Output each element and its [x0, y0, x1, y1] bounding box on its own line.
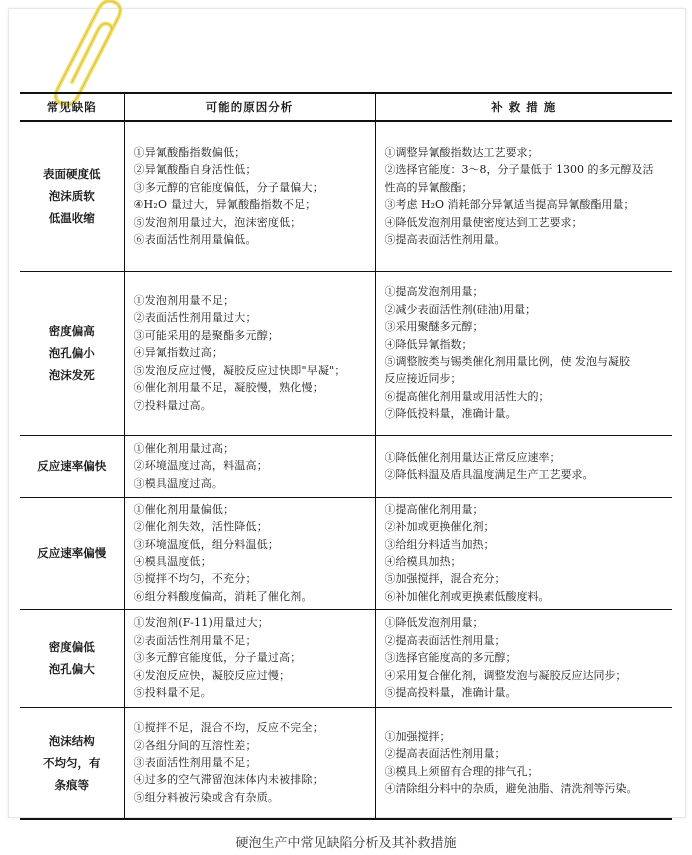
- defect-cell: [20, 435, 124, 497]
- figure-caption: 硬泡生产中常见缺陷分析及其补救措施: [235, 836, 457, 851]
- defect-label-line: 密度偏高: [48, 324, 95, 338]
- cause-cell: [124, 497, 375, 609]
- remedy-cell: [375, 435, 672, 497]
- remedy-item: 性高的异氰酸酯；: [384, 180, 473, 194]
- remedy-item: ①提高发泡剂用量；: [384, 285, 484, 299]
- cause-cell-list: [126, 612, 374, 703]
- remedy-cell: [375, 121, 672, 271]
- header-cause: 可能的原因分析: [124, 93, 375, 121]
- remedy-cell-list: [377, 142, 672, 250]
- remedy-cell: [375, 609, 672, 707]
- cause-cell: [124, 707, 375, 819]
- remedy-item: ③给组分料适当加热；: [384, 537, 495, 551]
- table-row: [20, 609, 672, 707]
- table-header-row: [20, 93, 672, 121]
- defect-cell: [20, 121, 124, 271]
- remedy-cell-list: [377, 499, 672, 607]
- remedy-item: ③选择官能度高的多元醇；: [384, 651, 517, 665]
- remedy-item: ⑦降低投料量，准确计量。: [384, 407, 517, 421]
- remedy-item: ②降低料温及盾具温度满足生产工艺要求。: [384, 468, 594, 481]
- cause-item: ①发泡剂(F-11)用量过大；: [133, 616, 269, 630]
- cause-item: ④H₂O 量过大，异氰酸酯指数不足；: [133, 198, 317, 212]
- cause-item: ④过多的空气滞留泡沫体内未被排除；: [133, 773, 324, 787]
- cause-cell-list: [126, 290, 374, 416]
- cause-cell-list: [126, 142, 374, 250]
- defect-table: [20, 92, 672, 820]
- remedy-item: ③考虑 H₂O 消耗部分异氰适当提高异氰酸酯用量；: [384, 198, 635, 212]
- defect-label-line: 反应速率偏慢: [37, 546, 107, 560]
- cause-cell-list: [126, 438, 374, 494]
- defect-label-line: 不均匀，有: [43, 755, 101, 770]
- remedy-item: ④降低异氰指数；: [384, 337, 473, 351]
- defect-cell: [20, 271, 124, 435]
- remedy-item: ④清除组分料中的杂质，避免油脂、清洗剂等污染。: [384, 782, 638, 796]
- table-row: [20, 707, 672, 819]
- defect-label-line: 表面硬度低: [43, 167, 101, 182]
- remedy-cell: [375, 497, 672, 609]
- cause-item: ①催化剂用量偏低；: [133, 502, 235, 516]
- cause-item: ③多元醇的官能度偏低，分子量偏大；: [133, 180, 324, 194]
- cause-item: ②表面活性剂用量过大；: [133, 311, 257, 325]
- remedy-item: ②提高表面活性剂用量；: [384, 747, 506, 761]
- cause-item: ①异氰酸酯指数偏低；: [133, 146, 246, 160]
- cause-item: ⑥组分料酸度偏高，消耗了催化剂。: [133, 589, 313, 603]
- cause-cell-list: [126, 499, 374, 607]
- remedy-cell-list: [377, 612, 672, 703]
- remedy-item: ①降低催化剂用量达正常反应速率；: [384, 450, 561, 464]
- defect-label-line: 泡沫质软: [48, 189, 95, 204]
- table-row: [20, 121, 672, 271]
- defect-label-line: 低温收缩: [48, 211, 95, 226]
- remedy-item: ⑤提高投料量，准确计量。: [384, 686, 517, 700]
- defect-label-line: 泡沫结构: [48, 733, 95, 748]
- remedy-item: ②提高表面活性剂用量；: [384, 633, 506, 647]
- remedy-item: ①加强搅拌；: [384, 729, 451, 743]
- cause-item: ②表面活性剂用量不足；: [133, 633, 257, 647]
- cause-item: ②催化剂失效，活性降低；: [133, 520, 268, 534]
- table-body: [20, 121, 672, 819]
- defect-label-line: 条痕等: [54, 777, 89, 792]
- cause-item: ④发泡反应快，凝胶反应过慢；: [133, 668, 291, 682]
- remedy-cell: [375, 707, 672, 819]
- remedy-cell-list: [377, 447, 672, 486]
- cause-item: ③可能采用的是聚酯多元醇；: [133, 328, 280, 342]
- table-row: [20, 497, 672, 609]
- remedy-item: ④采用复合催化剂，调整发泡与凝胶反应达同步；: [384, 668, 627, 682]
- cause-item: ⑦投料量过高。: [133, 398, 212, 412]
- remedy-item: ⑤提高表面活性剂用量。: [384, 233, 506, 247]
- cause-item: ①搅拌不足，混合不均，反应不完全；: [133, 721, 324, 735]
- cause-item: ③模具温度过高。: [133, 476, 224, 490]
- remedy-cell: [375, 271, 672, 435]
- remedy-item: ①提高催化剂用量；: [384, 502, 484, 516]
- remedy-item: ⑥提高催化剂用量或用活性大的；: [384, 389, 550, 403]
- defect-label-line: 泡孔偏大: [48, 662, 95, 676]
- cause-item: ③表面活性剂用量不足；: [133, 756, 257, 770]
- remedy-item: ⑤加强搅拌，混合充分；: [384, 572, 506, 586]
- remedy-item: ⑥补加催化剂或更换素低酸度料。: [384, 589, 550, 603]
- cause-item: ③环境温度低，组分料温低；: [133, 537, 280, 551]
- remedy-item: ⑤调整胺类与锡类催化剂用量比例，使 发泡与凝胶: [384, 355, 630, 368]
- remedy-item: ①调整异氰酸指数达工艺要求；: [384, 146, 539, 160]
- defect-cell: [20, 707, 124, 819]
- cause-item: ①催化剂用量过高；: [133, 441, 235, 455]
- defect-cell: [20, 497, 124, 609]
- remedy-item: 反应接近同步；: [384, 372, 462, 386]
- cause-item: ⑤组分料被污染或含有杂质。: [133, 790, 280, 804]
- header-remedy: 补 救 措 施: [375, 93, 672, 121]
- table-row: [20, 435, 672, 497]
- cause-item: ⑤搅拌不均匀，不充分；: [133, 572, 257, 586]
- cause-item: ⑤投料量不足。: [133, 686, 212, 700]
- cause-cell: [124, 609, 375, 707]
- cause-item: ④异氰指数过高；: [133, 346, 224, 360]
- defect-cell: [20, 609, 124, 707]
- remedy-item: ④降低发泡剂用量使密度达到工艺要求；: [384, 215, 583, 229]
- cause-item: ④模具温度低；: [133, 555, 212, 568]
- remedy-item: ②选择官能度：3～8，分子量低于 1300 的多元醇及活: [384, 163, 654, 177]
- defect-label-line: 泡孔偏小: [48, 346, 95, 360]
- cause-cell-list: [126, 717, 374, 808]
- remedy-item: ③采用聚醚多元醇；: [384, 320, 484, 334]
- cause-item: ⑤发泡剂用量过大，泡沫密度低；: [133, 215, 302, 229]
- remedy-item: ②减少表面活性剂(硅油)用量；: [384, 302, 537, 316]
- defect-label-line: 密度偏低: [48, 640, 95, 654]
- defect-label-line: 反应速率偏快: [37, 459, 107, 473]
- table-row: [20, 271, 672, 435]
- cause-cell: [124, 121, 375, 271]
- cause-cell: [124, 271, 375, 435]
- cause-item: ③多元醇官能度低，分子量过高；: [133, 651, 302, 665]
- cause-item: ②环境温度过高，料温高；: [133, 459, 268, 473]
- cause-item: ⑤发泡反应过慢，凝胶反应过快即"早凝"；: [133, 363, 346, 377]
- remedy-item: ③模具上须留有合理的排气孔；: [384, 764, 539, 778]
- remedy-item: ②补加或更换催化剂；: [384, 520, 495, 534]
- cause-item: ⑥表面活性剂用量偏低。: [133, 233, 257, 247]
- header-defect: 常见缺陷: [20, 93, 124, 121]
- defect-label-line: 泡沫发死: [48, 368, 95, 382]
- cause-item: ①发泡剂用量不足；: [133, 294, 235, 308]
- cause-item: ⑥催化剂用量不足，凝胶慢，熟化慢；: [133, 381, 324, 395]
- remedy-item: ①降低发泡剂用量；: [384, 616, 484, 630]
- cause-item: ②异氰酸酯自身活性低；: [133, 163, 257, 177]
- cause-cell: [124, 435, 375, 497]
- remedy-item: ④给模具加热；: [384, 555, 462, 568]
- remedy-cell-list: [377, 726, 672, 800]
- cause-item: ②各组分间的互溶性差；: [133, 738, 257, 752]
- remedy-cell-list: [377, 281, 672, 424]
